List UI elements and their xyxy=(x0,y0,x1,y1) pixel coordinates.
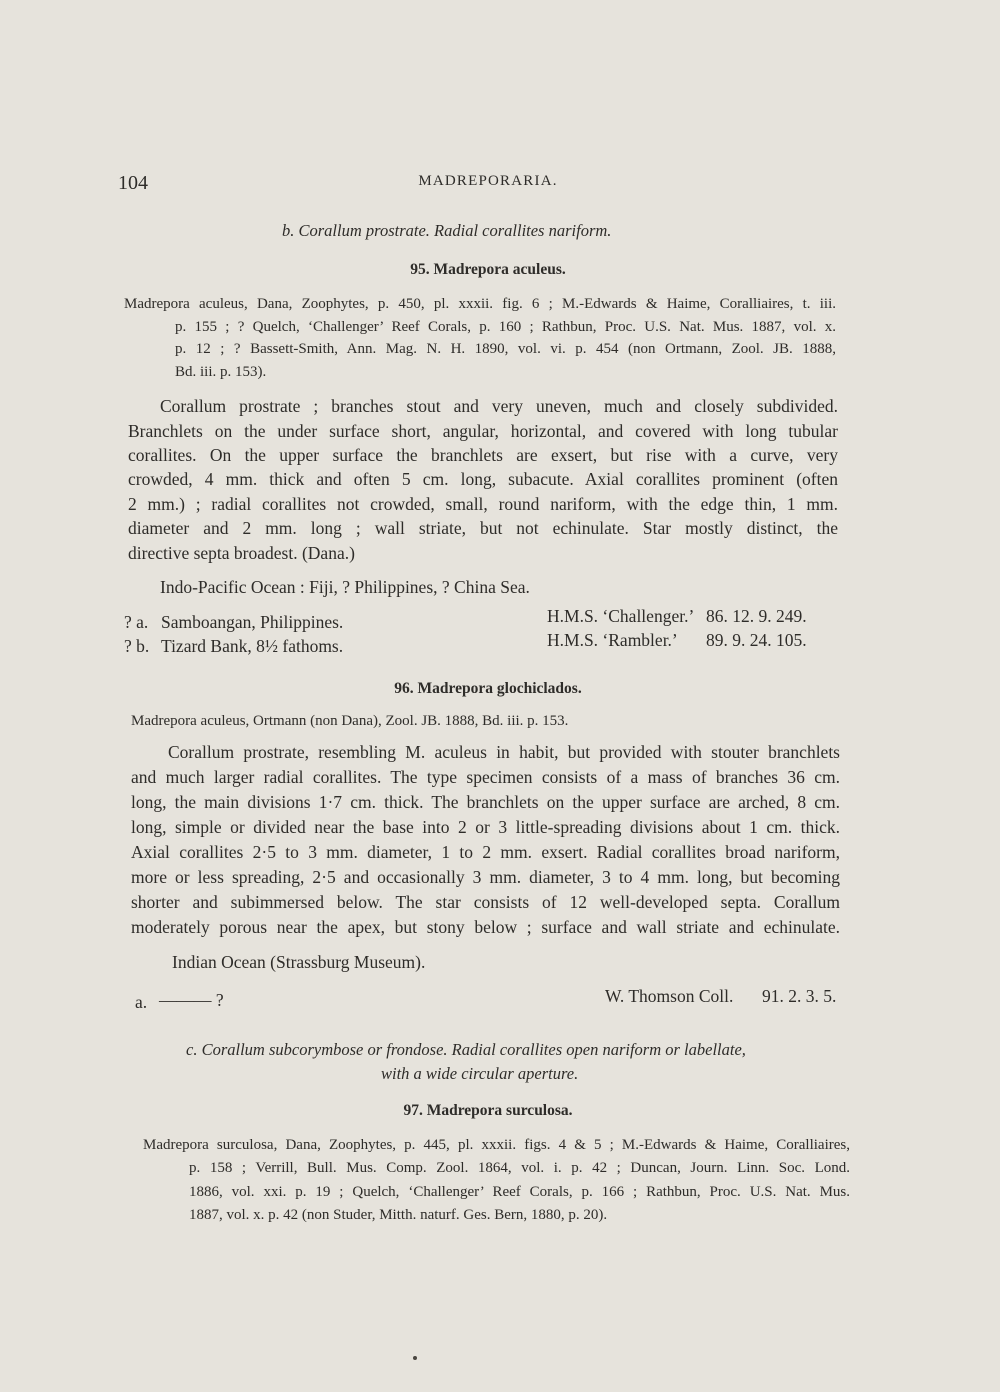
species-96-description-line: more or less spreading, 2·5 and occasionally 3 mm. diameter, 3 to 4 mm. long, but becoming xyxy=(131,867,840,887)
species-95-distribution: Indo-Pacific Ocean : Fiji, ? Philippines, ? China Sea. xyxy=(160,577,530,597)
specimen-collector: W. Thomson Coll. xyxy=(605,986,734,1006)
page-number: 104 xyxy=(118,172,148,194)
specimen-locality: Samboangan, Philippines. xyxy=(161,612,344,632)
specimen-locality: ——— ? xyxy=(159,990,224,1010)
species-95-title: 95. Madrepora aculeus. xyxy=(410,261,566,278)
species-97-title: 97. Madrepora surculosa. xyxy=(403,1102,573,1119)
species-95-synonymy-line: p. 155 ; ? Quelch, ‘Challenger’ Reef Corals, p. 160 ; Rathbun, Proc. U.S. Nat. Mus. 1887, vol. x. xyxy=(175,319,836,335)
running-head: MADREPORARIA. xyxy=(418,173,558,189)
species-95-description-line: diameter and 2 mm. long ; wall striate, but not echinulate. Star mostly distinct, the xyxy=(128,518,838,538)
page-header xyxy=(118,172,858,202)
section-b-heading: b. Corallum prostrate. Radial corallites nariform. xyxy=(282,221,612,240)
species-97-synonymy-line: 1886, vol. xxi. p. 19 ; Quelch, ‘Challenger’ Reef Corals, p. 166 ; Rathbun, Proc. U.S. Nat. Mus. xyxy=(189,1184,850,1200)
specimen-collector: H.M.S. ‘Rambler.’ xyxy=(547,630,678,650)
specimen-collector: H.M.S. ‘Challenger.’ xyxy=(547,606,695,626)
species-97-synonymy-line: p. 158 ; Verrill, Bull. Mus. Comp. Zool. 1864, vol. i. p. 42 ; Duncan, Journ. Linn. Soc. Lond. xyxy=(189,1160,850,1176)
species-95-description-line: Branchlets on the under surface short, angular, horizontal, and covered with long tubular xyxy=(128,421,838,441)
species-96-description-line: moderately porous near the apex, but stony below ; surface and wall striate and echinulate. xyxy=(131,917,840,937)
species-95-description-line: crowded, 4 mm. thick and often 5 cm. long, subacute. Axial corallites prominent (often xyxy=(128,469,838,489)
species-96-description-line: and much larger radial corallites. The type specimen consists of a mass of branches 36 cm. xyxy=(131,767,840,787)
species-97-synonymy-line: 1887, vol. x. p. 42 (non Studer, Mitth. naturf. Ges. Bern, 1880, p. 20). xyxy=(189,1207,608,1223)
species-96-description-line: Axial corallites 2·5 to 3 mm. diameter, 1 to 2 mm. exsert. Radial corallites broad nariform, xyxy=(131,842,840,862)
species-95-synonymy-line: Madrepora aculeus, Dana, Zoophytes, p. 450, pl. xxxii. fig. 6 ; M.-Edwards & Haime, Coralliaires, t. iii. xyxy=(124,296,836,312)
species-96-description-line: long, simple or divided near the base into 2 or 3 little-spreading divisions about 1 cm. thick. xyxy=(131,817,840,837)
section-c-heading: with a wide circular aperture. xyxy=(381,1064,579,1083)
species-96-description-line: shorter and subimmersed below. The star consists of 12 well-developed septa. Corallum xyxy=(131,892,840,912)
species-96-distribution: Indian Ocean (Strassburg Museum). xyxy=(172,952,426,972)
specimen-locality: Tizard Bank, 8½ fathoms. xyxy=(161,636,344,656)
ink-speck xyxy=(413,1356,417,1360)
section-c-heading: c. Corallum subcorymbose or frondose. Radial corallites open nariform or labellate, xyxy=(186,1040,746,1059)
species-96-description-line: long, the main divisions 1·7 cm. thick. The branchlets on the upper surface are arched, 8 cm. xyxy=(131,792,840,812)
specimen-label: ? a. xyxy=(124,612,149,632)
species-95-description-line: 2 mm.) ; radial corallites not crowded, small, round nariform, with the edge thin, 1 mm. xyxy=(128,494,838,514)
species-95-description-line: Corallum prostrate ; branches stout and very uneven, much and closely subdivided. xyxy=(160,396,838,416)
species-97-synonymy-line: Madrepora surculosa, Dana, Zoophytes, p. 445, pl. xxxii. figs. 4 & 5 ; M.-Edwards & Haime, Coralliaires, xyxy=(143,1137,850,1153)
specimen-register: 91. 2. 3. 5. xyxy=(762,986,837,1006)
specimen-label: a. xyxy=(135,992,148,1012)
species-95-description-line: corallites. On the upper surface the branchlets are exsert, but rise with a curve, very xyxy=(128,445,838,465)
species-96-description-line: Corallum prostrate, resembling M. aculeus in habit, but provided with stouter branchlets xyxy=(168,742,840,762)
species-96-title: 96. Madrepora glochiclados. xyxy=(394,680,582,697)
species-95-synonymy-line: p. 12 ; ? Bassett-Smith, Ann. Mag. N. H. 1890, vol. vi. p. 454 (non Ortmann, Zool. JB. 1888, xyxy=(175,341,836,357)
specimen-register: 86. 12. 9. 249. xyxy=(706,606,807,626)
species-95-synonymy-line: Bd. iii. p. 153). xyxy=(175,364,267,380)
specimen-label: ? b. xyxy=(124,636,150,656)
species-95-description-line: directive septa broadest. (Dana.) xyxy=(128,543,355,563)
specimen-register: 89. 9. 24. 105. xyxy=(706,630,807,650)
species-96-synonymy-line: Madrepora aculeus, Ortmann (non Dana), Zool. JB. 1888, Bd. iii. p. 153. xyxy=(131,713,569,729)
